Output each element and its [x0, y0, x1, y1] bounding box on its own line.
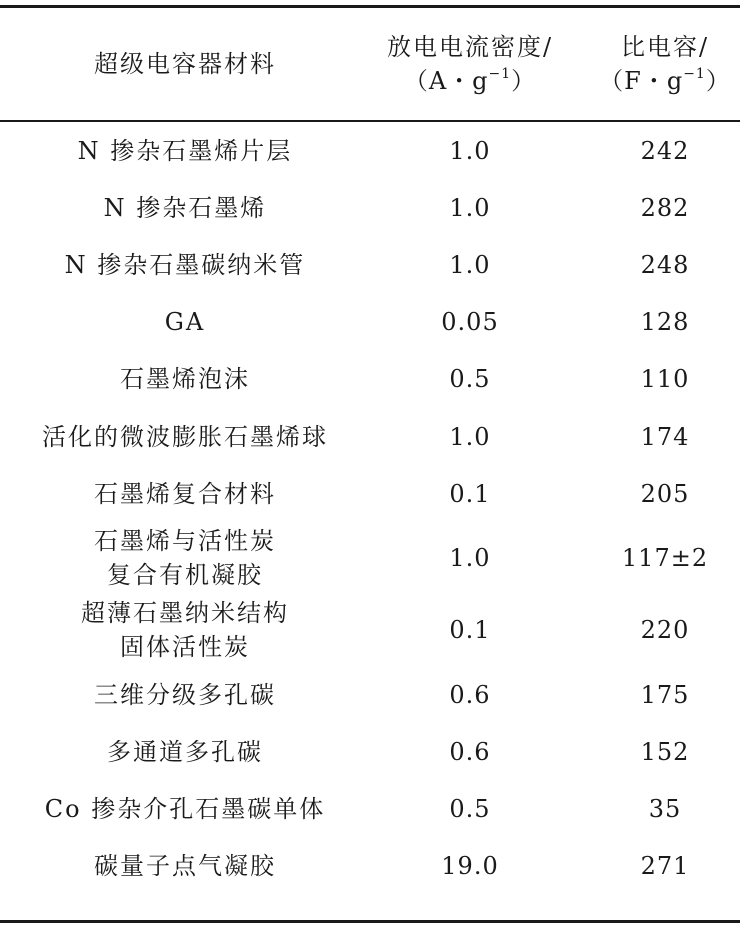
header-material-label: 超级电容器材料 — [94, 50, 276, 78]
material-name-line: N 掺杂石墨烯片层 — [77, 136, 293, 165]
specific-capacitance-cell — [580, 838, 740, 895]
current-density-cell — [370, 351, 570, 408]
current-density-value: 1.0 — [449, 136, 491, 165]
header-capacity-label: 比电容/ — [620, 33, 710, 61]
specific-capacitance-value: 175 — [640, 680, 690, 709]
header-material — [0, 8, 370, 120]
header-current-density-unit — [370, 64, 570, 98]
specific-capacitance-cell — [580, 522, 740, 594]
material-name-line: GA — [164, 308, 206, 337]
material-name-line: Co 掺杂介孔石墨碳单体 — [44, 795, 326, 824]
specific-capacitance-value: 271 — [640, 852, 690, 881]
header-specific-capacitance — [580, 8, 740, 120]
material-name-line: 活化的微波膨胀石墨烯球 — [42, 422, 328, 451]
table-row — [0, 724, 740, 781]
material-name-line: 多通道多孔碳 — [107, 738, 263, 767]
specific-capacitance-value: 248 — [640, 250, 690, 279]
specific-capacitance-value: 282 — [640, 193, 690, 222]
specific-capacitance-cell — [580, 724, 740, 781]
header-capacity-unit — [580, 64, 740, 98]
material-cell — [0, 179, 370, 236]
specific-capacitance-value: 152 — [640, 738, 690, 767]
material-name-line: 复合有机凝胶 — [107, 561, 263, 590]
material-name-line: 石墨烯泡沫 — [120, 365, 250, 394]
current-density-value: 0.1 — [449, 479, 491, 508]
material-cell — [0, 351, 370, 408]
capacity-unit-close: ） — [705, 67, 731, 95]
current-density-value: 0.05 — [441, 308, 499, 337]
table-row — [0, 408, 740, 465]
material-name-line: N 掺杂石墨碳纳米管 — [64, 250, 306, 279]
material-cell — [0, 122, 370, 179]
specific-capacitance-value: 35 — [648, 795, 682, 824]
current-unit-close: ） — [511, 67, 537, 95]
current-density-cell — [370, 408, 570, 465]
current-density-value: 0.6 — [449, 738, 491, 767]
material-name-line: 三维分级多孔碳 — [94, 680, 276, 709]
material-cell — [0, 294, 370, 351]
material-cell — [0, 666, 370, 723]
specific-capacitance-cell — [580, 465, 740, 522]
specific-capacitance-cell — [580, 666, 740, 723]
specific-capacitance-cell — [580, 294, 740, 351]
current-density-value: 0.5 — [449, 795, 491, 824]
specific-capacitance-value: 174 — [640, 422, 690, 451]
specific-capacitance-cell — [580, 236, 740, 293]
table-row — [0, 465, 740, 522]
capacity-unit-base: （F・g — [599, 67, 684, 95]
table-row — [0, 522, 740, 594]
table-row — [0, 236, 740, 293]
table-row — [0, 781, 740, 838]
header-current-density — [370, 8, 570, 120]
table-body — [0, 122, 740, 895]
table-row — [0, 122, 740, 179]
current-density-value: 1.0 — [449, 422, 491, 451]
table-header-row — [0, 8, 740, 120]
specific-capacitance-cell — [580, 594, 740, 666]
current-density-cell — [370, 179, 570, 236]
current-density-value: 1.0 — [449, 250, 491, 279]
current-density-value: 0.6 — [449, 680, 491, 709]
specific-capacitance-value: 220 — [640, 616, 690, 645]
material-cell — [0, 781, 370, 838]
table-row — [0, 179, 740, 236]
specific-capacitance-value: 117±2 — [621, 544, 709, 573]
table-bottom-rule — [0, 920, 740, 923]
specific-capacitance-value: 110 — [640, 365, 690, 394]
material-cell — [0, 465, 370, 522]
specific-capacitance-value: 128 — [640, 308, 690, 337]
material-name-line: 石墨烯复合材料 — [94, 479, 276, 508]
material-cell — [0, 522, 370, 594]
current-density-cell — [370, 781, 570, 838]
material-cell — [0, 236, 370, 293]
current-density-cell — [370, 724, 570, 781]
current-density-value: 19.0 — [441, 852, 499, 881]
current-density-cell — [370, 236, 570, 293]
current-density-value: 0.5 — [449, 365, 491, 394]
table-row — [0, 838, 740, 895]
current-density-value: 1.0 — [449, 193, 491, 222]
material-name-line: 超薄石墨纳米结构 — [81, 599, 289, 628]
specific-capacitance-cell — [580, 122, 740, 179]
material-name-line: 固体活性炭 — [120, 633, 250, 662]
current-unit-exp: −1 — [488, 66, 512, 82]
current-density-cell — [370, 465, 570, 522]
current-density-cell — [370, 122, 570, 179]
current-density-cell — [370, 294, 570, 351]
table-row — [0, 594, 740, 666]
specific-capacitance-cell — [580, 351, 740, 408]
current-density-cell — [370, 594, 570, 666]
table-row — [0, 351, 740, 408]
material-cell — [0, 594, 370, 666]
table-row — [0, 294, 740, 351]
header-current-density-label: 放电电流密度/ — [386, 33, 554, 61]
current-density-cell — [370, 666, 570, 723]
specific-capacitance-value: 205 — [640, 479, 690, 508]
current-density-cell — [370, 838, 570, 895]
material-cell — [0, 724, 370, 781]
material-name-line: N 掺杂石墨烯 — [103, 193, 267, 222]
material-name-line: 石墨烯与活性炭 — [94, 527, 276, 556]
specific-capacitance-cell — [580, 408, 740, 465]
current-density-value: 0.1 — [449, 616, 491, 645]
table-row — [0, 666, 740, 723]
material-cell — [0, 838, 370, 895]
specific-capacitance-cell — [580, 781, 740, 838]
material-cell — [0, 408, 370, 465]
material-name-line: 碳量子点气凝胶 — [94, 852, 276, 881]
capacity-unit-exp: −1 — [683, 66, 706, 82]
current-unit-base: （A・g — [403, 67, 489, 95]
specific-capacitance-value: 242 — [640, 136, 690, 165]
current-density-cell — [370, 522, 570, 594]
current-density-value: 1.0 — [449, 544, 491, 573]
specific-capacitance-cell — [580, 179, 740, 236]
